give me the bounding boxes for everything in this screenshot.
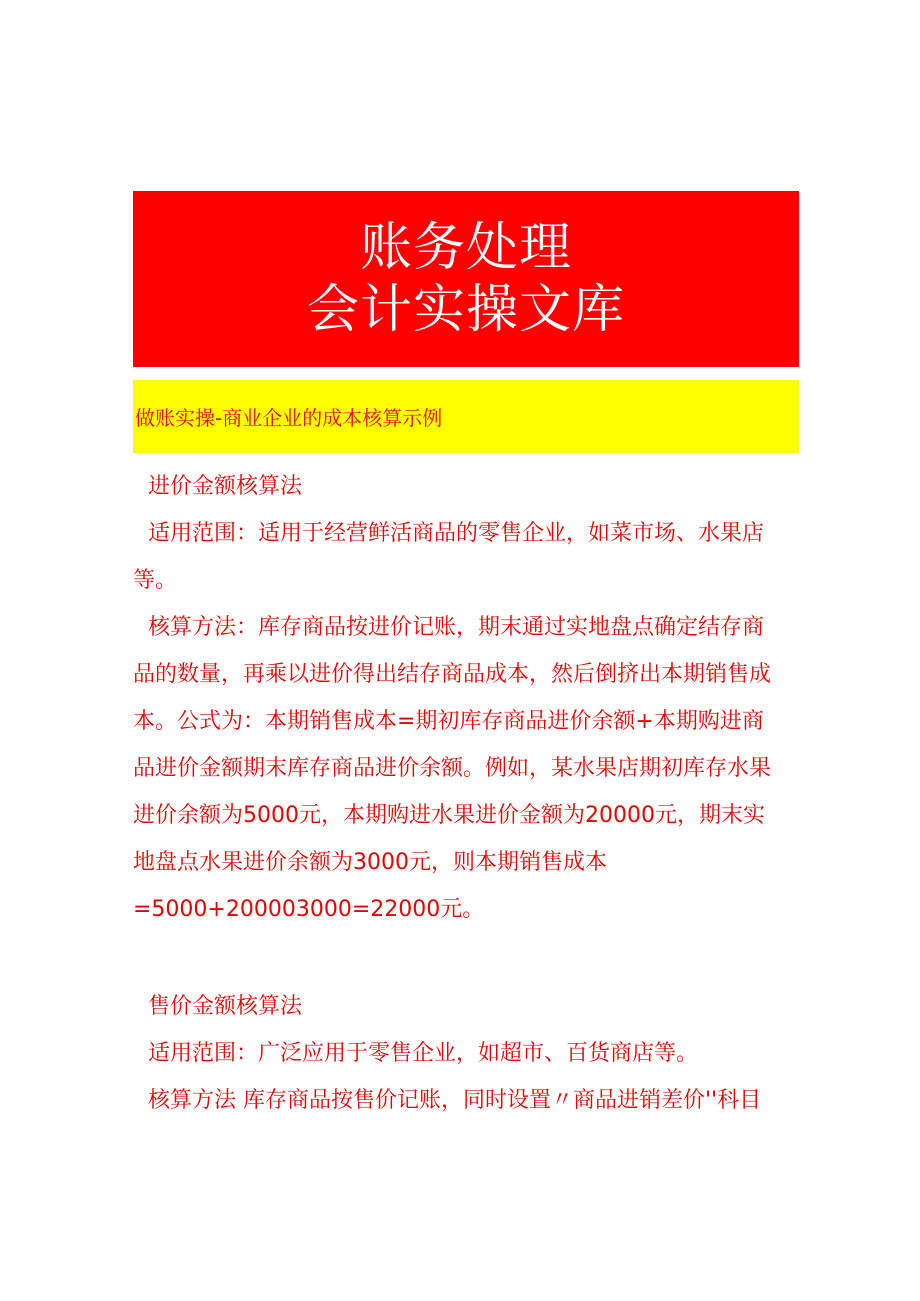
scope-line-1: 适用范围：适用于经营鲜活商品的零售企业，如菜市场、水果店: [148, 521, 765, 546]
document-body: [133, 463, 799, 1124]
scope-line-sale: 适用范围：广泛应用于零售企业，如超市、百货商店等。: [148, 1041, 699, 1066]
method-line-5: 进价余额为5000元，本期购进水果进价金额为20000元，期末实: [133, 803, 765, 828]
method-line-4: 品进价金额期末库存商品进价余额。例如，某水果店期初库存水果: [133, 756, 772, 781]
document-subtitle: 做账实操-商业企业的成本核算示例: [135, 406, 443, 430]
method-line-1: 核算方法：库存商品按进价记账，期末通过实地盘点确定结存商: [148, 615, 765, 640]
method-line-3: 本。公式为：本期销售成本=期初库存商品进价余额+本期购进商: [133, 709, 764, 734]
subtitle-bar: [133, 380, 799, 453]
banner-title-line-1: 账务处理: [359, 218, 572, 278]
method-line-6: 地盘点水果进价余额为3000元，则本期销售成本: [133, 850, 607, 875]
section-spacer: [133, 933, 799, 983]
section-heading-purchase-price: 进价金额核算法: [148, 474, 303, 499]
method-line-7: =5000+200003000=22000元。: [133, 897, 485, 922]
method-line-2: 品的数量，再乘以进价得出结存商品成本，然后倒挤出本期销售成: [133, 662, 772, 687]
scope-line-2: 等。: [133, 568, 178, 593]
method-line-sale: 核算方法 库存商品按售价记账，同时设置〃商品进销差价''科目: [148, 1088, 762, 1113]
title-banner: [133, 191, 799, 367]
banner-title-line-2: 会计实操文库: [306, 280, 625, 340]
section-heading-sale-price: 售价金额核算法: [148, 994, 303, 1019]
